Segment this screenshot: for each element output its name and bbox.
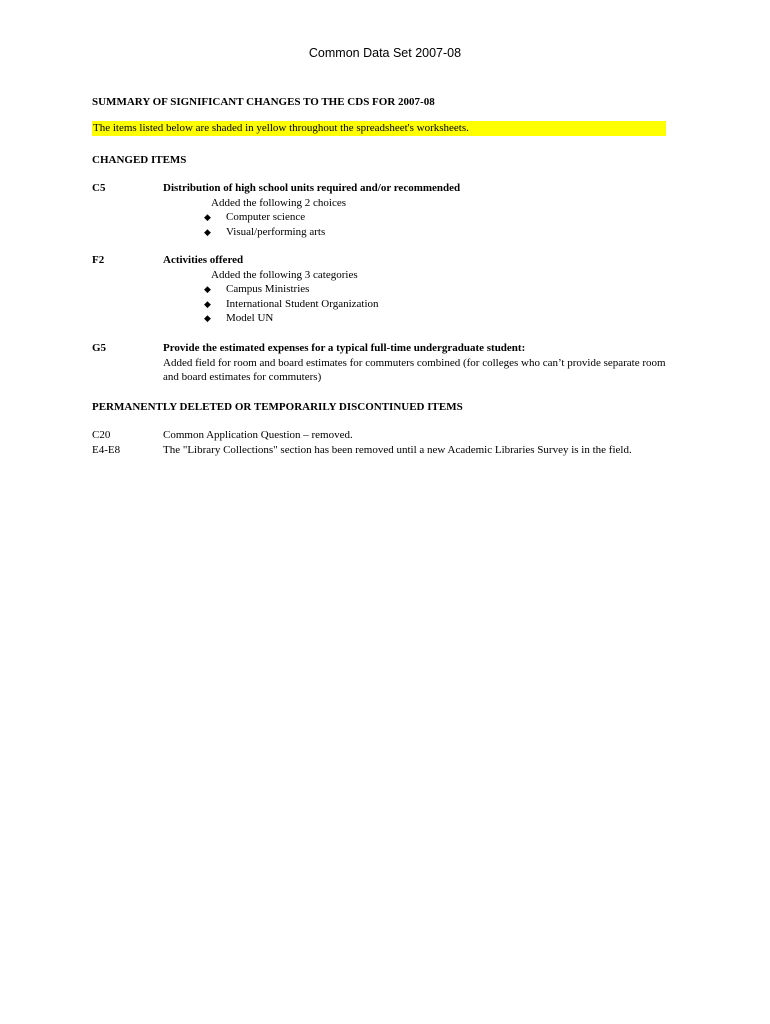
deleted-item-text: Common Application Question – removed. [163, 429, 353, 441]
notice-highlight [92, 121, 666, 136]
item-code: C20 [92, 429, 111, 441]
summary-heading: SUMMARY OF SIGNIFICANT CHANGES TO THE CDS FOR 2007-08 [92, 96, 435, 108]
bullet-icon: ◆ [204, 313, 211, 323]
bullet-icon: ◆ [204, 212, 211, 222]
bullet-list [204, 282, 379, 326]
page-header-title: Common Data Set 2007-08 [308, 46, 462, 60]
deleted-items-heading: PERMANENTLY DELETED OR TEMPORARILY DISCONTINUED ITEMS [92, 401, 463, 413]
bullet-icon: ◆ [204, 284, 211, 294]
list-item: ◆ Campus Ministries [204, 283, 310, 295]
item-intro: Added the following 2 choices [211, 196, 347, 209]
changed-item-f2 [163, 253, 379, 326]
list-item: ◆ Computer science [204, 211, 306, 223]
changed-item-c5 [163, 181, 460, 239]
item-title: Distribution of high school units required and/or recommended [163, 182, 461, 194]
deleted-item-text: The "Library Collections" section has been removed until a new Academic Libraries Survey is in the field. [163, 444, 632, 456]
item-code: F2 [92, 254, 105, 266]
item-intro: Added the following 3 categories [211, 268, 358, 281]
list-item: ◆ Visual/performing arts [204, 225, 326, 238]
changed-item-g5 [163, 341, 668, 385]
bullet-icon: ◆ [204, 226, 211, 237]
item-code: G5 [92, 342, 107, 354]
bullet-icon: ◆ [204, 298, 211, 309]
item-title: Provide the estimated expenses for a typical full-time undergraduate student: [163, 342, 526, 354]
item-code: C5 [92, 182, 106, 194]
bullet-list [204, 210, 460, 239]
item-code: E4-E8 [92, 444, 121, 456]
list-item: ◆ International Student Organization [204, 297, 379, 310]
item-description: Added field for room and board estimates for commuters combined (for colleges who can’t provide separate room and board estimates for commuters) [163, 356, 666, 383]
list-item: ◆ Model UN [204, 312, 274, 324]
notice-text: The items listed below are shaded in yellow throughout the spreadsheet's worksheets. [93, 122, 469, 134]
changed-items-heading: CHANGED ITEMS [92, 154, 187, 166]
item-title: Activities offered [163, 254, 244, 266]
